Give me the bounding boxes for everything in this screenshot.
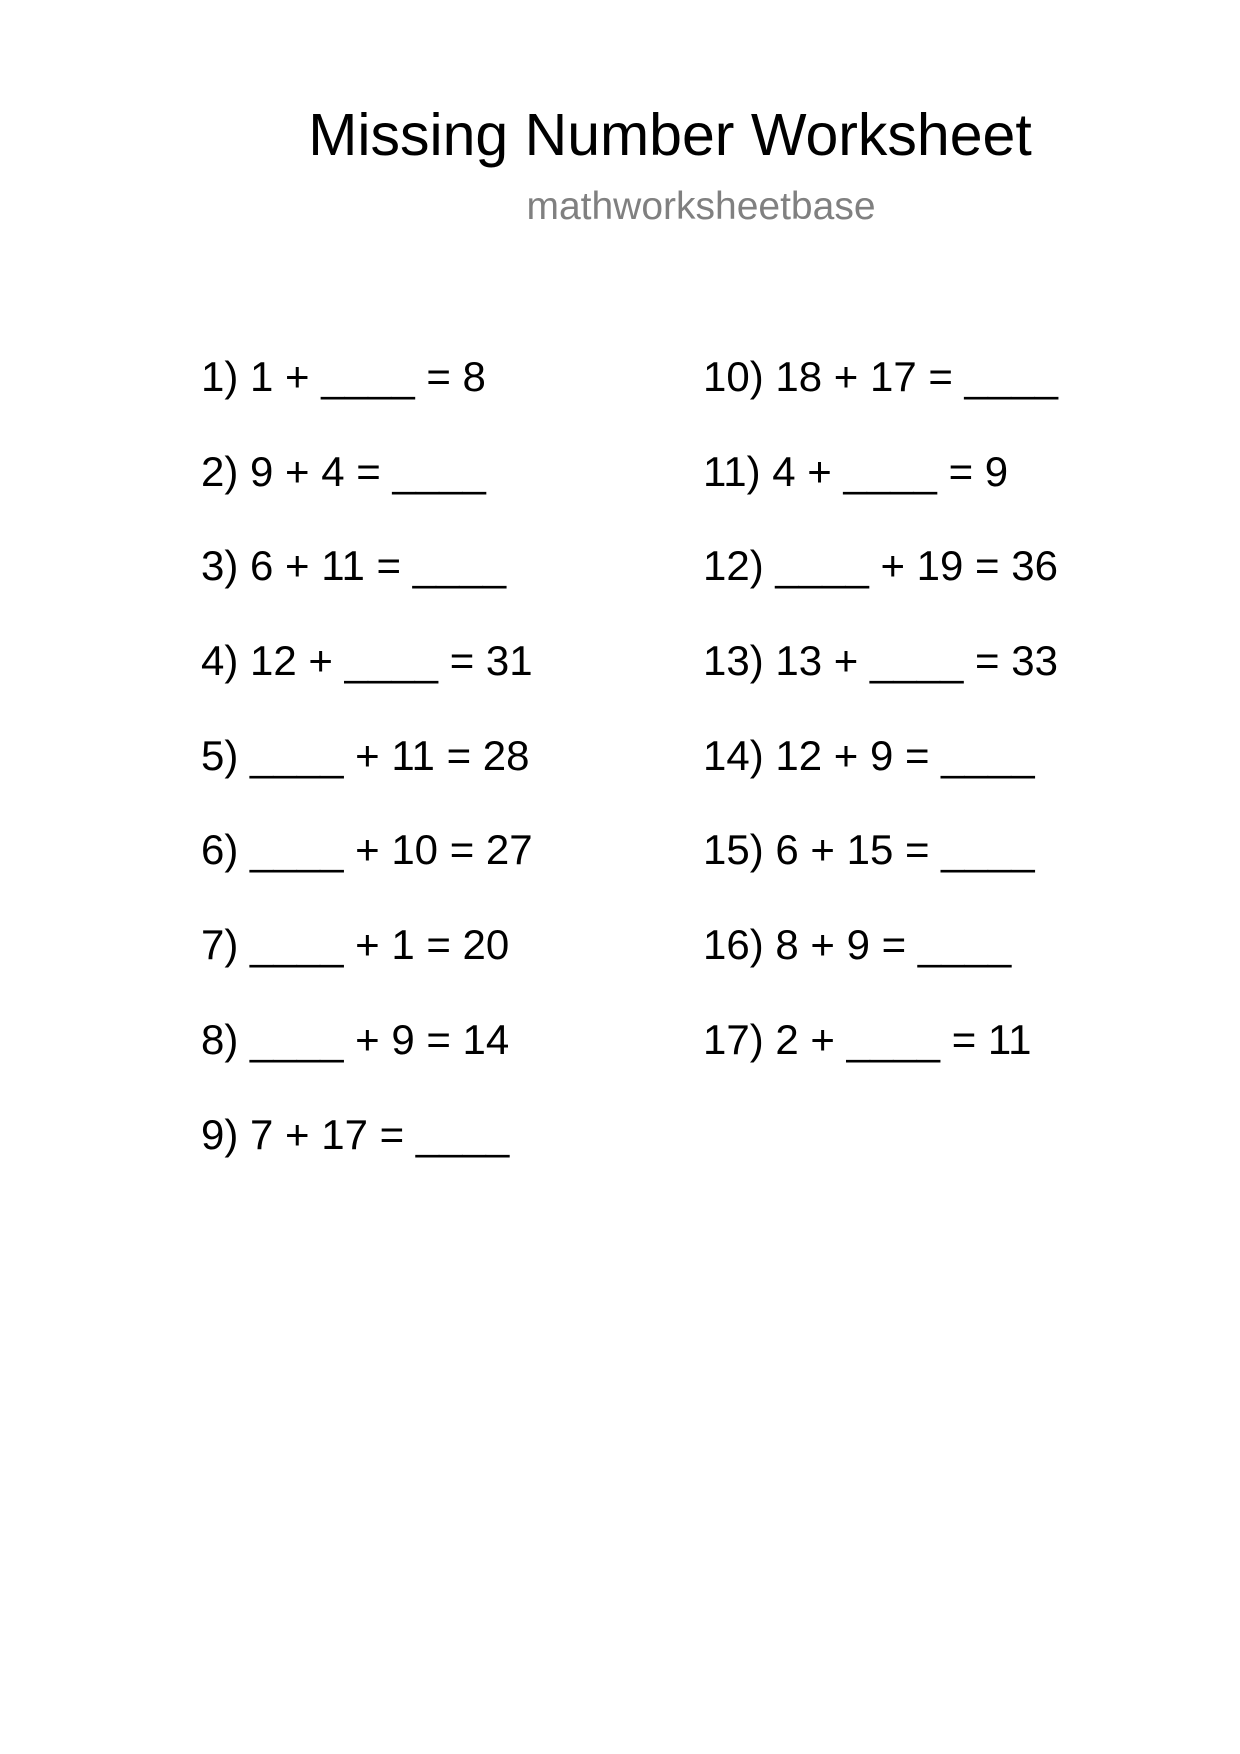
problem-3: 3) 6 + 11 = ____ [201,542,507,590]
problem-10: 10) 18 + 17 = ____ [703,353,1058,400]
problem-13: 13) 13 + ____ = 33 [703,637,1058,685]
problem-5: 5) ____ + 11 = 28 [201,731,530,779]
problem-1: 1) 1 + ____ = 8 [201,353,486,400]
problems-column-right [703,352,1058,1110]
problem-14: 14) 12 + 9 = ____ [703,731,1035,779]
problem-17: 17) 2 + ____ = 11 [703,1015,1032,1063]
problem-11: 11) 4 + ____ = 9 [703,447,1009,495]
problem-8: 8) ____ + 9 = 14 [201,1015,510,1063]
worksheet-title: Missing Number Worksheet [308,102,1032,168]
problem-4: 4) 12 + ____ = 31 [201,637,533,685]
problem-12: 12) ____ + 19 = 36 [703,542,1058,590]
problem-2: 2) 9 + 4 = ____ [201,447,486,495]
problem-6: 6) ____ + 10 = 27 [201,826,533,874]
problem-7: 7) ____ + 1 = 20 [201,921,510,969]
problem-16: 16) 8 + 9 = ____ [703,921,1012,969]
problem-15: 15) 6 + 15 = ____ [703,826,1035,874]
worksheet-subtitle: mathworksheetbase [526,185,876,228]
problem-9: 9) 7 + 17 = ____ [201,1110,510,1158]
problems-column-left [201,352,533,1204]
